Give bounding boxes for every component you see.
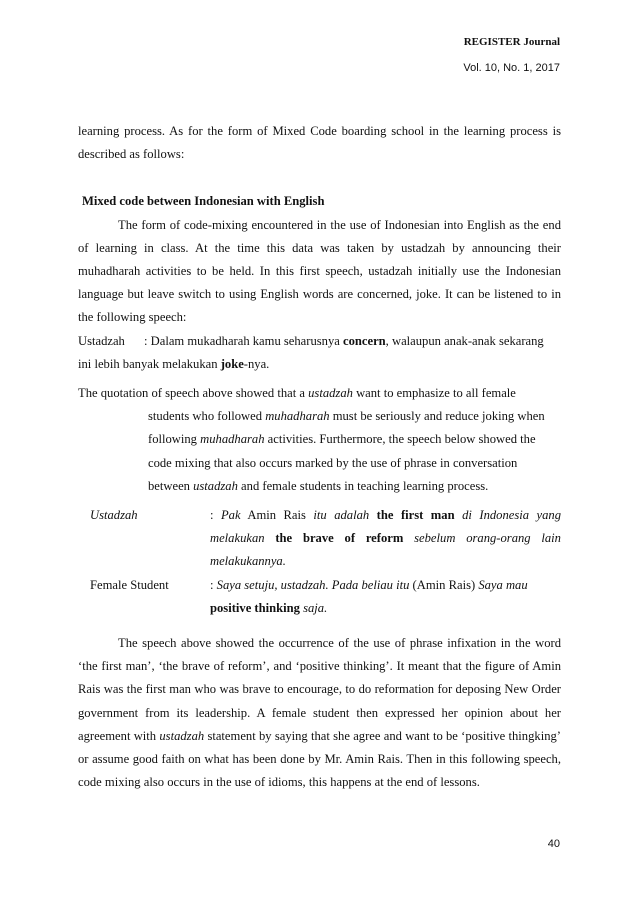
analysis-paragraph: The speech above showed the occurrence of the use of phrase infixation in the word ‘the first man’, ‘the brave of reform’, and ‘positive thinking’. It meant that the figure of Amin Rais was the first man who was brave to encourage, to do reformation for deposing New Order government from its leadership. A female student then expressed her opinion about her agreement with ustadzah statement by saying that she agree and want to be ‘positive thingking’ or assume good faith on what has been done by Mr. Amin Rais. Then in this following speech, code mixing also occurs in the use of idioms, this happens at the end of lessons. — [78, 636, 561, 790]
dialogue-utterance: : Dalam mukadharah kamu seharusnya concern, walaupun anak-anak sekarang — [144, 333, 544, 348]
journal-volume: Vol. 10, No. 1, 2017 — [463, 62, 560, 74]
dialogue-2-row-1 — [78, 504, 561, 574]
dialogue-utterance: : Saya setuju, ustadzah. Pada beliau itu (Amin Rais) Saya mau positive thinking saja. — [210, 577, 528, 615]
dialogue-speaker: Ustadzah — [78, 333, 125, 348]
dialogue-1 — [78, 330, 561, 376]
page-body — [78, 120, 561, 794]
journal-name: REGISTER Journal — [463, 36, 560, 48]
dialogue-utterance-continued: ini lebih banyak melakukan joke-nya. — [78, 356, 270, 371]
page-number: 40 — [547, 838, 560, 850]
dialogue-2-row-2 — [78, 574, 561, 620]
dialogue-speaker: Ustadzah — [90, 508, 138, 523]
dialogue-speaker: Female Student — [90, 577, 169, 592]
quotation-paragraph: The quotation of speech above showed that a ustadzah want to emphasize to all female students who followed muhadharah must be seriously and reduce joking when following muhadharah activities. Furthermore, the speech below showed the code mixing that also occurs marked by the use of phrase in conversation between ustadzah and female students in teaching learning process. — [78, 386, 545, 493]
intro-paragraph: learning process. As for the form of Mixed Code boarding school in the learning process is described as follows: — [78, 124, 561, 162]
section-heading: Mixed code between Indonesian with English — [82, 194, 325, 209]
dialogue-utterance: : Pak Amin Rais itu adalah the first man di Indonesia yang melakukan the brave of reform sebelum orang-orang lain melakukannya. — [210, 508, 562, 569]
section-paragraph: The form of code-mixing encountered in the use of Indonesian into English as the end of learning in class. At the time this data was taken by ustadzah by announcing their muhadharah activities to be held. In this first speech, ustadzah initially use the Indonesian language but leave switch to using English words are concerned, joke. It can be listened to in the following speech: — [78, 217, 561, 325]
